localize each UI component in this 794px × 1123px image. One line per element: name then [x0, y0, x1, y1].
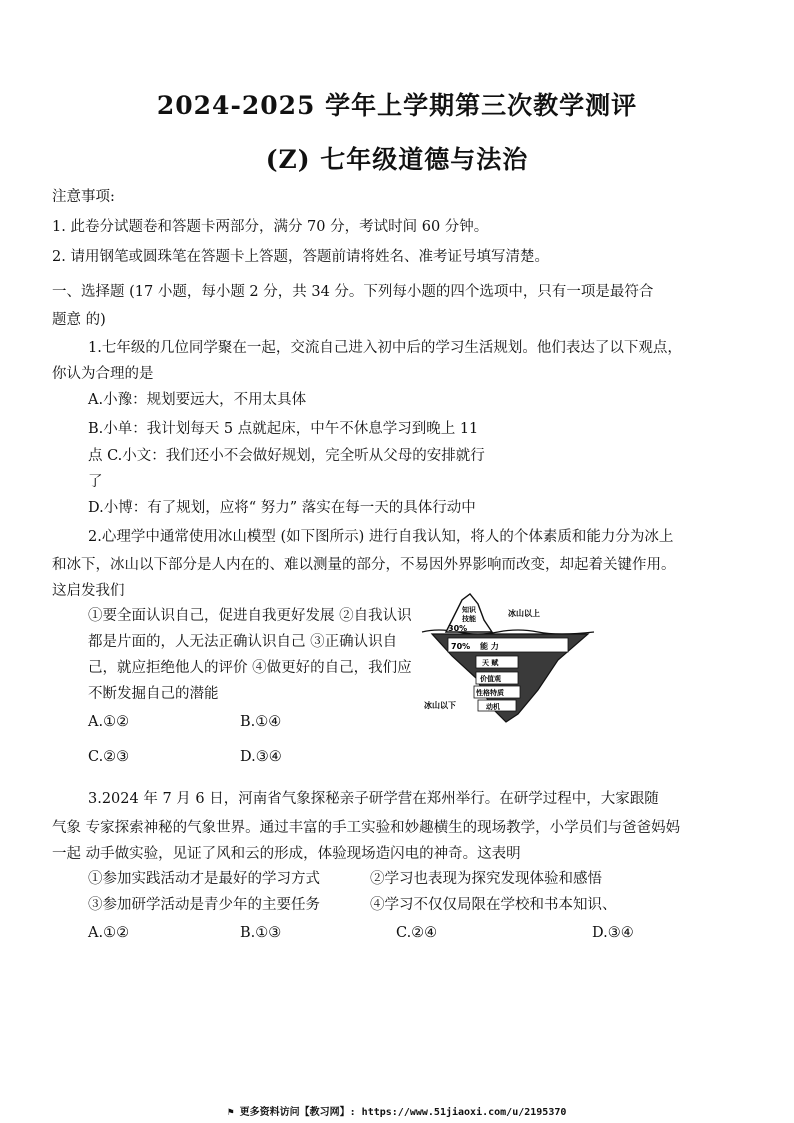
values-label: 价值观: [480, 675, 501, 683]
notice-item-1: 1. 此卷分试题卷和答题卡两部分，满分 70 分，考试时间 60 分钟。: [52, 219, 489, 235]
q2-option-b: B.①④: [240, 714, 282, 730]
section-intro-line2: 题意 的): [52, 312, 106, 328]
q3-option-b: B.①③: [240, 925, 282, 941]
q2-option-a: A.①②: [88, 714, 130, 730]
pct-top: 30%: [448, 624, 468, 633]
pct-bottom: 70%: [451, 642, 471, 651]
notice-heading: 注意事项:: [52, 189, 115, 205]
talent-label: 天 赋: [482, 659, 499, 667]
tip-label-2: 技能: [462, 615, 476, 623]
q1-option-d: D.小博：有了规划，应将“ 努力” 落实在每一天的具体行动中: [88, 500, 476, 516]
q3-option-a: A.①②: [88, 925, 130, 941]
flag-icon: ⚑: [227, 1107, 240, 1118]
q3-option-c: C.②④: [396, 925, 438, 941]
q1-option-b-line3: 了: [88, 474, 103, 490]
traits-label: 性格特质: [476, 689, 504, 697]
q2-stem-line1: 2.心理学中通常使用冰山模型 (如下图所示) 进行自我认知，将人的个体素质和能力分为冰上: [88, 529, 674, 545]
q3-statement-1: ①参加实践活动才是最好的学习方式: [88, 871, 320, 887]
q1-option-a: A.小豫：规划要远大，不用太具体: [88, 392, 307, 408]
footer-text: 更多资料访问【教习网】: https://www.51jiaoxi.com/u/2195370: [239, 1107, 567, 1118]
above-label: 冰山以上: [508, 609, 540, 618]
q3-statement-4: ④学习不仅仅局限在学校和书本知识、: [370, 897, 617, 913]
exam-title: 2024-2025 学年上学期第三次教学测评: [156, 91, 638, 120]
q1-stem-line1: 1.七年级的几位同学聚在一起，交流自己进入初中后的学习生活规划。他们表达了以下观点，: [88, 340, 682, 356]
below-label: 冰山以下: [424, 701, 456, 710]
section-intro-line1: 一、选择题 (17 小题，每小题 2 分，共 34 分。下列每小题的四个选项中，只有一项是最符合: [52, 284, 654, 300]
q3-statement-3: ③参加研学活动是青少年的主要任务: [88, 897, 320, 913]
q3-option-d: D.③④: [592, 925, 634, 941]
q2-option-c: C.②③: [88, 749, 130, 765]
q1-option-b-line1: B.小单：我计划每天 5 点就起床，中午不休息学习到晚上 11: [88, 421, 479, 437]
tip-label-1: 知识: [462, 606, 476, 614]
q2-option-d: D.③④: [240, 749, 282, 765]
q1-stem-line2: 你认为合理的是: [52, 366, 154, 382]
q2-stem-line3: 这启发我们: [52, 583, 125, 599]
ability-label: 能 力: [480, 642, 499, 651]
notice-item-2: 2. 请用钢笔或圆珠笔在答题卡上答题，答题前请将姓名、准考证号填写清楚。: [52, 249, 549, 265]
iceberg-model-figure: [418, 590, 598, 730]
q1-option-b-line2: 点 C.小文：我们还小不会做好规划，完全听从父母的安排就行: [88, 448, 485, 464]
q3-statement-2: ②学习也表现为探究发现体验和感悟: [370, 871, 602, 887]
q3-stem-line1: 3.2024 年 7 月 6 日，河南省气象探秘亲子研学营在郑州举行。在研学过程中，大家跟随: [88, 791, 659, 807]
motive-label: 动机: [486, 703, 500, 711]
q3-stem-line3: 一起 动手做实验，见证了风和云的形成，体验现场造闪电的神奇。这表明: [52, 846, 521, 862]
q2-statements: ①要全面认识自己，促进自我更好发展 ②自我认识都是片面的，人无法正确认识自己 ③正确认识自己，就应拒绝他人的评价 ④做更好的自己，我们应不断发掘自己的潜能: [88, 608, 412, 702]
q2-stem-line2: 和冰下，冰山以下部分是人内在的、难以测量的部分，不易因外界影响而改变，却起着关键作用。: [52, 557, 676, 573]
footer-link[interactable]: [0, 1103, 794, 1118]
q3-stem-line2: 气象 专家探索神秘的气象世界。通过丰富的手工实验和妙趣横生的现场教学，小学员们与爸爸妈妈: [52, 820, 681, 836]
exam-subtitle: (Z) 七年级道德与法治: [265, 145, 529, 174]
